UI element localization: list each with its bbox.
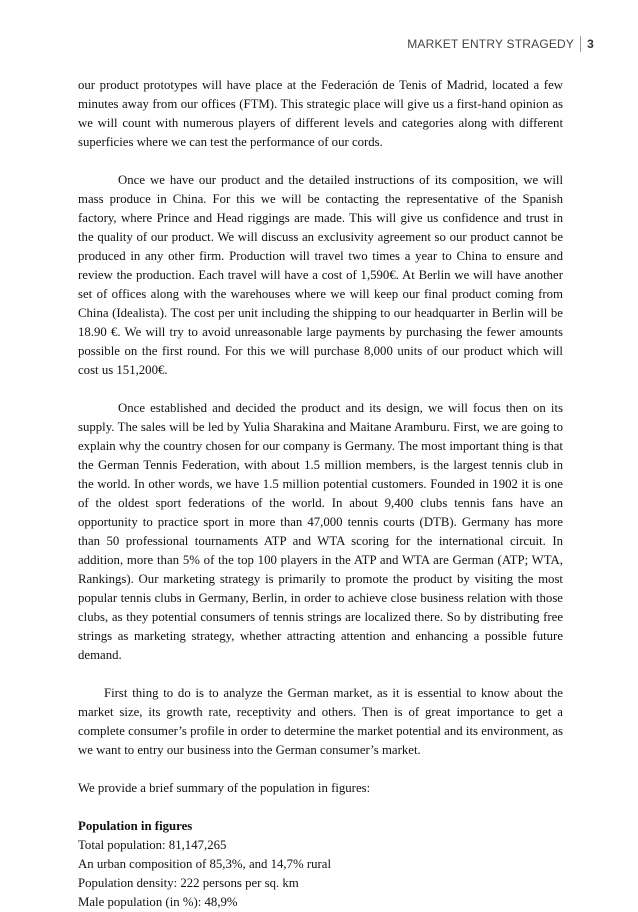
population-line-total: Total population: 81,147,265 [78, 838, 227, 852]
document-title: MARKET ENTRY STRAGEDY [407, 37, 575, 51]
page-body [78, 76, 563, 912]
paragraph-market-analysis: First thing to do is to analyze the German market, as it is essential to know about the market size, its growth rate, receptivity and others. Then is of great importance to get a complete consumer’s profile in order to determine the market potential and its environment, as we want to entry our business into the German consumer’s market. [78, 686, 563, 757]
population-line-male: Male population (in %): 48,9% [78, 895, 238, 909]
paragraph-production: Once we have our product and the detailed instructions of its composition, we will mass produce in China. For this we will be contacting the representative of the Spanish factory, where Prince and Head riggings are made. This will give us confidence and trust in the quality of our product. We will discuss an exclusivity agreement so our product cannot be produced in any other firm. Production will travel two times a year to China to ensure and review the production. Each travel will have a cost of 1,590€. At Berlin we will have another set of offices along with the warehouses where we will keep our final product coming from China (Idealista). The cost per unit including the shipping to our headquarter in Berlin will be 18.90 €. We will try to avoid unreasonable large payments by purchasing the fewer amounts possible on the first round. For this we will purchase 8,000 units of our product which will cost us 151,200€. [78, 173, 563, 377]
header-divider [580, 36, 581, 52]
page-header [407, 36, 594, 52]
population-line-urban: An urban composition of 85,3%, and 14,7% rural [78, 857, 332, 871]
paragraph-prototypes: our product prototypes will have place at the Federación de Tenis of Madrid, located a few minutes away from our offices (FTM). This strategic place will give us a first-hand opinion as we will count with numerous players of different levels and categories along with different superficies where we can test the performance of our cords. [78, 78, 563, 149]
page-number: 3 [587, 37, 594, 51]
population-line-density: Population density: 222 persons per sq. km [78, 876, 299, 890]
paragraph-summary-intro: We provide a brief summary of the population in figures: [78, 781, 371, 795]
paragraph-supply: Once established and decided the product and its design, we will focus then on its supply. The sales will be led by Yulia Sharakina and Maitane Aramburu. First, we are going to explain why the country chosen for our company is Germany. The most important thing is that the German Tennis Federation, with about 1.5 million members, is the largest tennis club in the world. In other words, we have 1.5 million potential customers. Founded in 1902 it is one of the oldest sport federations of the world. In about 9,400 clubs tennis fans have an opportunity to practice sport in more than 47,000 tennis courts (DTB). Germany has more than 50 professional tournaments ATP and WTA scoring for the international circuit. In addition, more than 5% of the top 100 players in the ATP and WTA are German (ATP; WTA, Rankings). Our marketing strategy is primarily to promote the product by visiting the most popular tennis clubs in Germany, Berlin, in order to achieve close business relation with those clubs, as they potential consumers of tennis strings are localized there. So by distributing free strings as marketing strategy, whether attracting attention and enhancing a possible future demand. [78, 401, 563, 662]
section-heading-population: Population in figures [78, 819, 193, 833]
